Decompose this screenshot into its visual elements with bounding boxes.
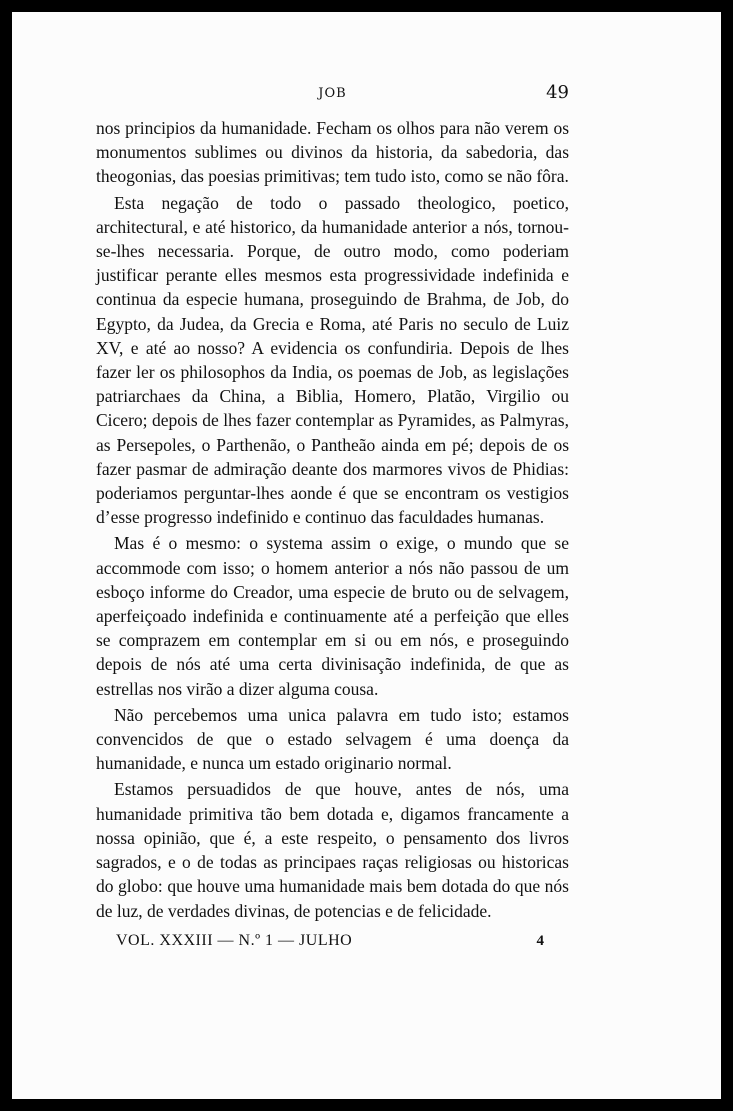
volume-signature: VOL. XXXIII — N.º 1 — JULHO [116,932,353,949]
page-header [96,82,569,106]
page-number: 49 [546,82,569,103]
paragraph: nos principios da humanidade. Fecham os olhos para não verem os monumentos sublimes ou divinos da historia, da sabedoria, das theogonias, das poesias primitivas; tem tudo isto, como se não fôra. [96,118,569,187]
page-footer [116,932,544,956]
book-page [12,12,721,1099]
body-text [96,116,569,925]
sheet-number: 4 [536,933,544,949]
paragraph: Esta negação de todo o passado theologico, poetico, architectural, e até historico, da humanidade anterior a nós, tornou-se-lhes necessaria. Porque, de outro modo, como poderiam justificar perante elles mesmos esta progressividade indefinida e continua da especie humana, proseguindo de Brahma, de Job, do Egypto, da Judea, da Grecia e Roma, até Paris no seculo de Luiz XV, e até ao nosso? A evidencia os confundiria. Depois de lhes fazer ler os philosophos da India, os poemas de Job, as legislações patriarchaes da China, a Biblia, Homero, Platão, Virgilio ou Cicero; depois de lhes fazer contemplar as Pyramides, as Palmyras, as Persepoles, o Parthenão, o Pantheão ainda em pé; depois de os fazer pasmar de admiração deante dos marmores vivos de Phidias: poderiamos perguntar-lhes aonde é que se encontram os vestigios d’esse progresso indefinido e continuo das faculdades humanas. [96,192,569,528]
running-head: JOB [318,86,347,101]
paragraph: Estamos persuadidos de que houve, antes de nós, uma humanidade primitiva tão bem dotada e, digamos francamente a nossa opinião, que é, a este respeito, o pensamento dos livros sagrados, e o de todas as principaes raças religiosas ou historicas do globo: que houve uma humanidade mais bem dotada do que nós de luz, de verdades divinas, de potencias e de felicidade. [96,779,569,921]
paragraph: Não percebemos uma unica palavra em tudo isto; estamos convencidos de que o estado selvagem é uma doença da humanidade, e nunca um estado originario normal. [96,704,569,774]
paragraph: Mas é o mesmo: o systema assim o exige, o mundo que se accommode com isso; o homem anterior a nós não passou de um esboço informe do Creador, uma especie de bruto ou de selvagem, aperfeiçoado indefinida e continuamente até a perfeição que elles se comprazem em contemplar em si ou em nós, e proseguindo depois de nós até uma certa divinisação indefinida, de que as estrellas nos virão a dizer alguma cousa. [96,533,569,699]
